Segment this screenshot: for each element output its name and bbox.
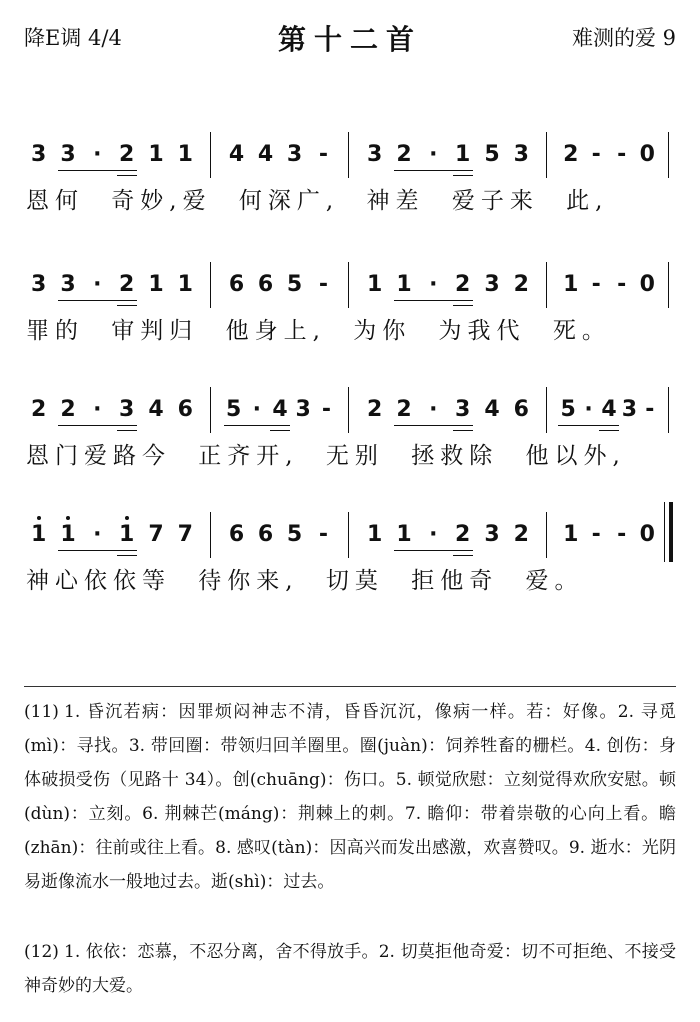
hymn-title: 第十二首 (277, 23, 422, 56)
note: 5 (225, 397, 242, 422)
note: 3 (484, 522, 500, 547)
beam-line (394, 170, 473, 171)
score-line (0, 130, 700, 182)
note: 1 (563, 272, 579, 297)
note: 6 (228, 272, 245, 297)
barline (210, 512, 211, 558)
note: 4 (601, 397, 617, 422)
octave-dot (125, 516, 129, 520)
beam-line (58, 425, 137, 426)
note: 1 (60, 522, 76, 547)
note: 5 (286, 272, 303, 297)
barline (668, 387, 669, 433)
note: 1 (119, 522, 135, 547)
duration-dot: · (93, 522, 102, 547)
duration-dot: · (93, 142, 102, 167)
note: 1 (148, 272, 164, 297)
note: 3 (60, 142, 76, 167)
beam-line (599, 430, 619, 431)
note: 3 (484, 272, 500, 297)
note: 1 (367, 272, 383, 297)
barline (668, 132, 669, 178)
sustain-dash: - (318, 142, 329, 167)
duration-dot: · (93, 397, 102, 422)
score-line (0, 260, 700, 312)
lyric-text: 恩何 奇妙,爱 何深广, 神差 爱子来 此, (26, 188, 609, 214)
page-header (0, 18, 700, 58)
key-signature: 降E调 4/4 (24, 26, 122, 50)
note: 1 (31, 522, 47, 547)
beam-line (58, 170, 137, 171)
note: 2 (396, 142, 412, 167)
sustain-dash: - (591, 142, 601, 167)
barline (546, 132, 547, 178)
note: 5 (286, 522, 303, 547)
barline (348, 387, 349, 433)
beam-line (117, 555, 137, 556)
beam-line (558, 425, 619, 426)
note: 6 (257, 522, 274, 547)
note: 2 (31, 397, 47, 422)
barline (210, 387, 211, 433)
duration-dot: · (429, 272, 438, 297)
note: 1 (396, 272, 412, 297)
note: 6 (177, 397, 193, 422)
octave-dot (37, 516, 41, 520)
beam-line (453, 175, 473, 176)
sustain-dash: - (591, 272, 601, 297)
barline (668, 262, 669, 308)
barline (210, 132, 211, 178)
score-line (0, 385, 700, 437)
sustain-dash: - (645, 397, 655, 422)
note: 1 (367, 522, 383, 547)
barline (546, 387, 547, 433)
note: 7 (177, 522, 193, 547)
note: 2 (563, 142, 579, 167)
note: 0 (639, 522, 655, 547)
note: 2 (513, 272, 529, 297)
note: 2 (455, 522, 471, 547)
beam-line (453, 305, 473, 306)
sustain-dash: - (591, 522, 601, 547)
note-label-12: (12) (24, 942, 59, 962)
sustain-dash: - (617, 272, 627, 297)
note: 0 (639, 142, 655, 167)
lyric-text: 神心依依等 待你来, 切莫 拒他奇 爱。 (26, 568, 584, 594)
note: 4 (257, 142, 274, 167)
beam-line (394, 425, 473, 426)
beam-line (394, 300, 473, 301)
note: 3 (295, 397, 311, 422)
note: 7 (148, 522, 164, 547)
final-barline-thin (664, 502, 665, 562)
barline (348, 262, 349, 308)
note: 6 (257, 272, 274, 297)
note: 1 (177, 142, 193, 167)
beam-line (117, 305, 137, 306)
note: 5 (560, 397, 576, 422)
beam-line (270, 430, 290, 431)
note: 3 (119, 397, 135, 422)
hymn-source: 难测的爱 9 (571, 26, 676, 50)
duration-dot: · (252, 397, 261, 422)
beam-line (394, 550, 473, 551)
note: 3 (286, 142, 303, 167)
note: 1 (148, 142, 164, 167)
note: 3 (513, 142, 529, 167)
beam-line (453, 430, 473, 431)
sustain-dash: - (321, 397, 331, 422)
note: 0 (639, 272, 655, 297)
annotation-notes (24, 695, 676, 1005)
barline (348, 512, 349, 558)
duration-dot: · (93, 272, 102, 297)
sustain-dash: - (318, 272, 329, 297)
note-label-11: (11) (24, 702, 59, 722)
lyric-line (0, 437, 700, 477)
beam-line (117, 175, 137, 176)
note: 4 (228, 142, 245, 167)
lyric-line (0, 182, 700, 222)
beam-line (58, 550, 137, 551)
lyric-line (0, 312, 700, 352)
sustain-dash: - (617, 142, 627, 167)
note-text-12: 1. 依依：恋慕，不忍分离，舍不得放手。2. 切莫拒他奇爱：切不可拒绝、不接受神奇妙的大爱。 (24, 942, 676, 996)
lyric-text: 罪的 审判归 他身上, 为你 为我代 死。 (26, 318, 611, 344)
note: 2 (455, 272, 471, 297)
note: 3 (60, 272, 76, 297)
note: 5 (484, 142, 500, 167)
sustain-dash: - (318, 522, 329, 547)
lyric-text: 恩门爱路今 正齐开, 无别 拯救除 他以外, (26, 443, 626, 469)
note: 2 (367, 397, 383, 422)
final-barline-thick (669, 502, 673, 562)
octave-dot (66, 516, 70, 520)
note: 6 (513, 397, 529, 422)
duration-dot: · (584, 397, 593, 422)
lyric-line (0, 562, 700, 602)
note: 4 (484, 397, 500, 422)
beam-line (224, 425, 290, 426)
note: 2 (119, 272, 135, 297)
note: 1 (563, 522, 579, 547)
duration-dot: · (429, 397, 438, 422)
duration-dot: · (429, 522, 438, 547)
beam-line (117, 430, 137, 431)
note: 3 (31, 272, 47, 297)
note: 4 (148, 397, 164, 422)
note: 2 (513, 522, 529, 547)
score-line (0, 510, 700, 562)
note: 6 (228, 522, 245, 547)
note: 2 (60, 397, 76, 422)
barline (210, 262, 211, 308)
barline (546, 512, 547, 558)
note: 1 (396, 522, 412, 547)
note: 1 (177, 272, 193, 297)
notes-divider (24, 686, 676, 687)
note: 3 (621, 397, 638, 422)
note: 3 (31, 142, 47, 167)
note: 1 (455, 142, 471, 167)
beam-line (58, 300, 137, 301)
duration-dot: · (429, 142, 438, 167)
note: 3 (455, 397, 471, 422)
note: 3 (367, 142, 383, 167)
sustain-dash: - (617, 522, 627, 547)
note: 2 (119, 142, 135, 167)
beam-line (453, 555, 473, 556)
barline (348, 132, 349, 178)
note: 2 (396, 397, 412, 422)
barline (546, 262, 547, 308)
note-text-11: 1. 昏沉若病：因罪烦闷神志不清，昏昏沉沉，像病一样。若：好像。2. 寻觅(mì)：寻找。3. 带回圈：带领归回羊圈里。圈(juàn)：饲养牲畜的栅栏。4. 创伤：身体破损受伤（见路十 34）。创(chuāng)：伤口。5. 顿觉欣慰：立刻觉得欢欣安慰。顿(dùn)：立刻。6. 荆棘芒(máng)：荆棘上的刺。7. 瞻仰：带着崇敬的心向上看。瞻(zhān)：往前或往上看。8. 感叹(tàn)：因高兴而发出感激，欢喜赞叹。9. 逝水：光阴易逝像流水一般地过去。逝(shì)：过去。 (24, 702, 676, 892)
note: 4 (272, 397, 288, 422)
